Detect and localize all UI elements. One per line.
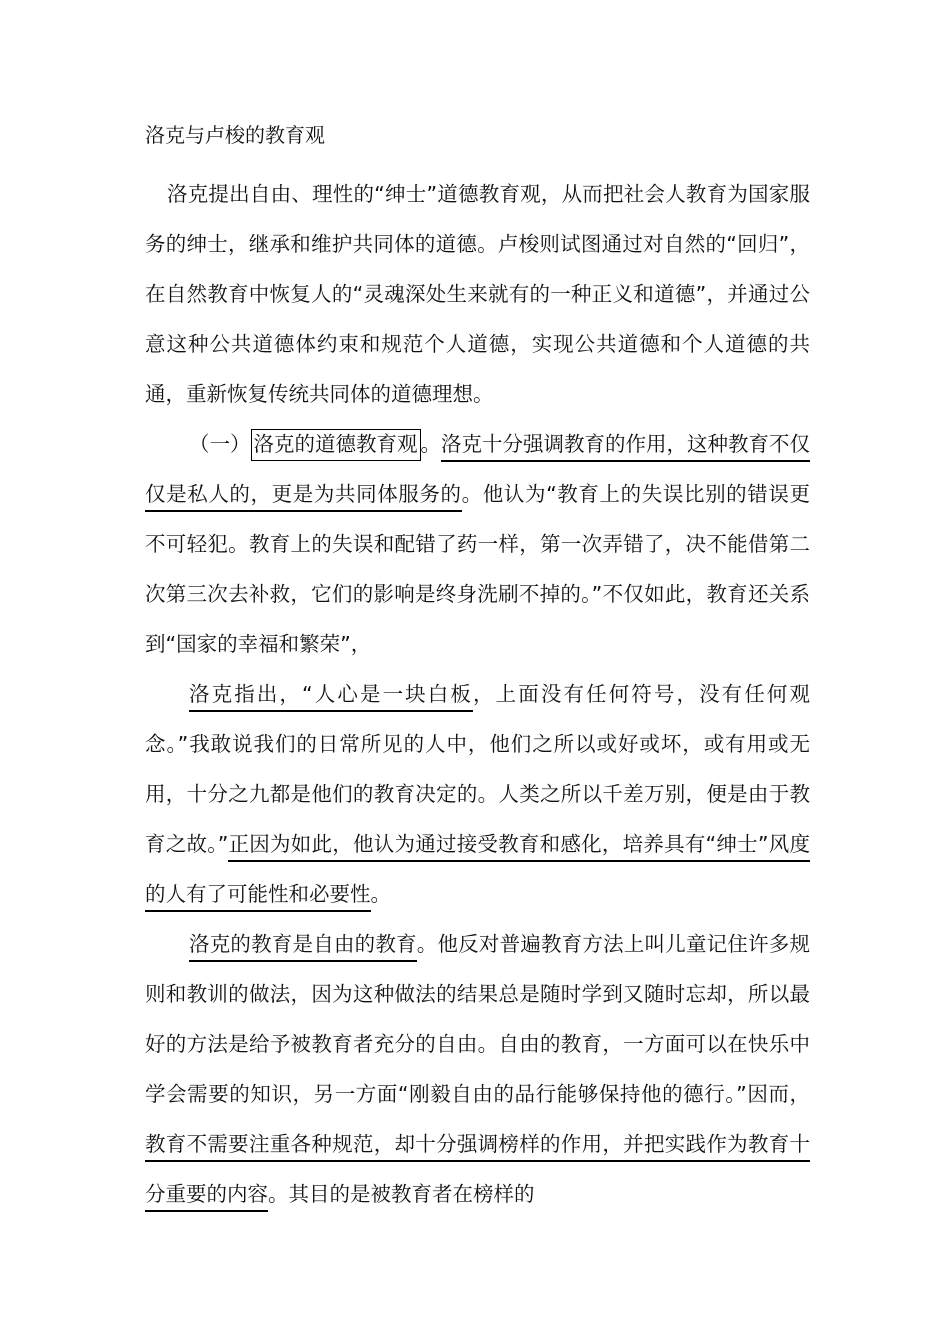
underlined-phrase: 洛克的教育是自由的教育 (189, 932, 417, 962)
underlined-phrase: 洛克指出，“人心是一块白板 (189, 682, 473, 712)
underlined-phrase: 正因为如此，他认为通过接受教育和感化，培养具有“绅士”风度的人有了可能性和必要性 (145, 832, 810, 912)
underlined-phrase: 教育不需要注重各种规范，却十分强调榜样的作用，并把实践作为教育十分重要的内容 (145, 1132, 810, 1212)
paragraph-text: ，上面没有任何符号，没有任何观念。”我敢说我们的日常所见的人中，他们之所以或好或坏，或有用或无用，十分之九都是他们的教育决定的。人类之所以千差万别，便是由于教育之故。” (145, 682, 811, 856)
paragraph-text: 。其目的是被教育者在榜样的 (268, 1182, 535, 1206)
paragraph-text: 。他反对普遍教育方法上叫儿童记住许多规则和教训的做法，因为这种做法的结果总是随时学到又随时忘却，所以最好的方法是给予被教育者充分的自由。自由的教育，一方面可以在快乐中学会需要的知识，另一方面“刚毅自由的品行能够保持他的德行。”因而， (145, 932, 811, 1106)
paragraph-text: 。 (370, 882, 391, 906)
section-number: （一） (189, 432, 251, 456)
document-title: 洛克与卢梭的教育观 (145, 123, 325, 147)
paragraph-locke-moral-education (145, 419, 810, 669)
paragraph-free-education (145, 919, 810, 1219)
boxed-heading: 洛克的道德教育观 (251, 429, 421, 461)
separator: 。 (420, 432, 441, 456)
paragraph-text: 。他认为“教育上的失误比别的错误更不可轻犯。教育上的失误和配错了药一样，第一次弄错了，决不能借第二次第三次去补救，它们的影响是终身洗刷不掉的。”不仅如此，教育还关系到“国家的幸福和繁荣”， (145, 482, 811, 656)
underlined-phrase: 洛克十分强调教育的作用，这种教育不仅仅是私人的，更是为共同体服务的 (145, 432, 810, 512)
paragraph-blank-slate (145, 669, 810, 919)
paragraph-intro: 洛克提出自由、理性的“绅士”道德教育观，从而把社会人教育为国家服务的绅士，继承和维护共同体的道德。卢梭则试图通过对自然的“回归”，在自然教育中恢复人的“灵魂深处生来就有的一种正义和道德”，并通过公意这种公共道德体约束和规范个人道德，实现公共道德和个人道德的共通，重新恢复传统共同体的道德理想。 (145, 182, 810, 406)
document-page (145, 120, 810, 1219)
